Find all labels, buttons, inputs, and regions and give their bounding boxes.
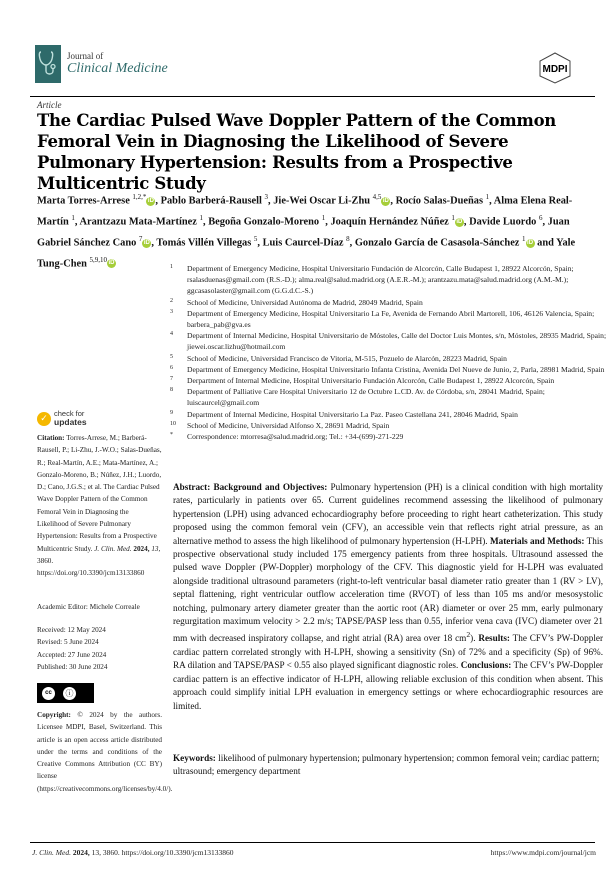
published-date: Published: 30 June 2024: [37, 662, 108, 671]
orcid-icon[interactable]: iD: [527, 239, 534, 246]
author-name[interactable]: Alma Elena Real-Martín: [37, 195, 573, 228]
dates-block: [37, 624, 162, 673]
affiliation-8: 8 Department of Palliative Care Hospital Universitario 12 de Octubre L.CD. Av. de Córdoba, s/n, 28041 Madrid, Spain; luiscaurcel@gmail.com: [170, 387, 545, 408]
author-affiliation-sup: 7: [138, 234, 143, 243]
author-name[interactable]: Jie-Wei Oscar Li-Zhu: [273, 195, 373, 207]
affiliation-6: 6 Department of Emergency Medicine, Hospital Universitario Infanta Cristina, Avenida Del Nueve de Junio, 2, Parla, 28981 Madrid, Spain: [170, 364, 605, 374]
copyright-text: © 2024 by the authors. Licensee MDPI, Basel, Switzerland. This article is an open access article distributed under the terms and conditions of the Creative Commons Attribution (CC BY) license (https://creativecommons.org/licenses/by/4.0/).: [37, 711, 173, 793]
author-name[interactable]: Yale Tung-Chen: [37, 237, 576, 270]
abstract-results-text: The CFV’s PW-Doppler cardiac pattern correlated strongly with H-LPH, showing a sensitivity (Sn) of 72% and a specificity (Sp) of 96%. RA dilation and TAPSE/PASP < 0.55 also played significant diagnostic roles.: [173, 633, 604, 671]
author-name[interactable]: Begoña Gonzalo-Moreno: [208, 216, 322, 228]
author-name[interactable]: Tomás Villén Villegas: [156, 237, 254, 249]
author-affiliation-sup: 4,5: [372, 193, 382, 201]
author-affiliation-sup: 3: [264, 193, 269, 201]
affiliation-3: 3 Department of Emergency Medicine, Hospital Universitario La Fe, Avenida de Fernando Abril Martorell, 106, 46126 Valencia, Spain; barbera_pab@gva.es: [170, 308, 595, 330]
author-affiliation-sup: 1: [71, 213, 75, 222]
author-list: Marta Torres-Arrese $^{1,2,*}$ iD , Pablo Barberá-Rausell $^3$, Jie-Wei Oscar Li-Zhu $^{4,5}$ iD , Rocío Salas-Dueñas $^1$, Alma Elena Real-Martín $^1$, Arantzazu Mata-Martínez $^1$, Begoña Gonzalo-Moreno $^1$, Joaquín Hernández Núñez $^1$ iD , Davide Luordo $^6$, Juan Gabriel Sánchez Cano $^7$ iD , Tomás Villén Villegas $^5$, Luis Caurcel-Díaz $^8$, Gonzalo García de Casasola-Sánchez $^1$ iD and Yale Tung-Chen $^{5,9,10}$ iD: [37, 193, 576, 270]
correspondence: * Correspondence: mtorresa@salud.madrid.org; Tel.: +34-(699)-271-229: [170, 432, 404, 442]
footer-divider: [30, 842, 595, 843]
stethoscope-icon: [37, 49, 59, 79]
academic-editor: Academic Editor: Michele Correale: [37, 603, 140, 611]
author-affiliation-sup: 5: [253, 234, 258, 243]
header-divider: [30, 96, 595, 97]
affiliation-1: 1 Department of Emergency Medicine, Hospital Universitario Fundación de Alcorcón, Calle Budapest 1, 28922 Alcorcón, Spain; rsalasduenas@gmail.com (R.S.-D.); alma.real@salud.madrid.org (A.E.R.-M.); arantzazu.mata@salud.madrid.org (A.M.-M.); ggcasasolaster@gmail.com (G.G.d.C.-S.): [170, 264, 574, 296]
author-affiliation-sup: 1: [522, 234, 526, 243]
citation-block: [37, 432, 162, 580]
orcid-icon[interactable]: iD: [147, 197, 154, 204]
author-affiliation-sup: 5,9,10: [89, 255, 107, 264]
affiliation-2: 2 School of Medicine, Universidad Autónoma de Madrid, 28049 Madrid, Spain: [170, 297, 423, 307]
author-affiliation-sup: 1: [451, 213, 455, 222]
check-updates-line2: updates: [54, 417, 87, 427]
abstract-background-text: Pulmonary hypertension (PH) is a clinical condition with high mortality rates, particularly in patients over 65. Current guidelines recommend assessing the likelihood of pulmonary hypertension (LPH) using advanced echocardiography before proceeding to right heart catheterization. This study proposed using the common femoral vein (CFV), an accessible vein that reflects right atrial pressure, as an alternative method to assess the high likelihood of pulmonary hypertension (H-LPH).: [173, 482, 603, 546]
orcid-icon[interactable]: iD: [143, 239, 150, 246]
keywords-text: likelihood of pulmonary hypertension; pulmonary hypertension; common femoral vein; cardiac pattern; ultrasound; emergency department: [173, 753, 600, 777]
check-for-updates-button[interactable]: [37, 410, 87, 427]
affiliation-5: 5 School of Medicine, Universidad Francisco de Vitoria, M-515, Pozuelo de Alarcón, 28223 Madrid, Spain: [170, 353, 507, 363]
citation-year: 2024,: [133, 544, 150, 553]
affiliation-9: 9 Department of Internal Medicine, Hospital Universitario La Paz. Paseo Castellana 241, 28046 Madrid, Spain: [170, 409, 518, 419]
abstract-conclusions-text: The CFV’s PW-Doppler cardiac pattern is an effective indicator of H-LPH, allowing reliable exclusion of this condition when absent. This approach could simplify initial LPH evaluation in emergency settings or where echocardiographic resources are limited.: [173, 660, 603, 711]
journal-logo: [35, 45, 61, 83]
keywords: [173, 752, 603, 779]
creative-commons-icon: cc: [42, 687, 55, 700]
author-name[interactable]: Juan Gabriel Sánchez Cano: [37, 216, 570, 249]
author-name[interactable]: Pablo Barberá-Rausell: [160, 195, 265, 207]
author-affiliation-sup: 8: [346, 234, 350, 243]
journal-name: Clinical Medicine: [67, 61, 168, 76]
author-affiliation-sup: 1: [321, 213, 326, 222]
citation-text: Torres-Arrese, M.; Barberá-Rausell, P.; Li-Zhu, J.-W.O.; Salas-Dueñas, R.; Real-Martín, A.E.; Mata-Martínez, A.; Gonzalo-Moreno, B.; Núñez, J.H.; Luordo, D.; Cano, J.G.S.; et al. The Cardiac Pulsed Wave Doppler Pattern of the Common Femoral Vein in Diagnosing the Likelihood of Severe Pulmonary Hypertension: Results from a Prospective Multicentric Study.: [37, 434, 162, 553]
orcid-icon[interactable]: iD: [382, 197, 389, 204]
abstract-label: Abstract:: [173, 482, 211, 492]
footer-citation: J. Clin. Med. 2024, 13, 3860. https://doi.org/10.3390/jcm13133860: [32, 848, 234, 857]
abstract-methods-text: This prospective observational study included 175 emergency patients from three hospitals. Ultrasound assessed the pulsed wave Doppler (PW-Doppler) morphology of the CFV. This diagnostic yield for H-LPH was evaluated alongside traditional ultrasound parameters (right-to-left ventricular basal diameter ratio greater than 1 (RV > LV), septal flattening, right ventricular outflow acceleration time (RVOT) of less than 105 ms and/or mesosystolic notching, pulmonary artery diameter greater than the aortic root (AR) diameter or over 25 mm, early pulmonary regurgitation maximum velocity > 2.2 m/s; TAPSE/PASP less than 0.55, inferior vena cava (IVC) diameter over 21 mm with decreased inspiratory collapse, and right atrial (RA) area over 18 cm: [173, 535, 603, 644]
abstract-methods-label: Materials and Methods:: [489, 535, 585, 546]
author-name[interactable]: Marta Torres-Arrese: [37, 195, 133, 207]
author-name[interactable]: Joaquín Hernández Núñez: [330, 216, 452, 228]
orcid-icon[interactable]: iD: [456, 218, 463, 225]
affiliations: [170, 263, 610, 442]
article-title: The Cardiac Pulsed Wave Doppler Pattern of the Common Femoral Vein in Diagnosing the Likelihood of Severe Pulmonary Hypertension: Results from a Prospective Multicentric Study: [37, 111, 556, 193]
article-type: Article: [37, 100, 62, 110]
orcid-icon[interactable]: iD: [108, 260, 115, 267]
affiliation-7: 7 Derpartment of Internal Medicine, Hospital Universitario Fundación Alcorcón, Calle Budapest 1, 28922 Alcorcón, Spain: [170, 376, 555, 386]
journal-of-label: Journal of: [67, 51, 104, 61]
affiliation-10: 10 School of Medicine, Universidad Alfonso X, 28691 Madrid, Spain: [170, 420, 390, 430]
revised-date: Revised: 5 June 2024: [37, 638, 99, 647]
footer-doi-link[interactable]: 13, 3860. https://doi.org/10.3390/jcm13133860: [89, 848, 234, 857]
citation-label: Citation:: [37, 434, 65, 442]
author-name[interactable]: Gonzalo García de Casasola-Sánchez: [354, 237, 523, 249]
checkmark-icon: ✓: [37, 412, 51, 426]
copyright-label: Copyright:: [37, 711, 71, 719]
author-name[interactable]: Rocío Salas-Dueñas: [395, 195, 486, 207]
abstract-background-label: Background and Objectives:: [213, 482, 328, 492]
author-affiliation-sup: 1,2,*: [132, 193, 147, 201]
abstract-results-label: Results:: [478, 633, 510, 644]
author-name[interactable]: Luis Caurcel-Díaz: [262, 237, 347, 249]
citation-doi-link[interactable]: 3860. https://doi.org/10.3390/jcm13133860: [37, 556, 145, 578]
citation-journal: J. Clin. Med.: [94, 544, 132, 553]
author-affiliation-sup: 1: [199, 213, 203, 222]
svg-text:MDPI: MDPI: [542, 64, 568, 75]
abstract-conclusions-label: Conclusions:: [460, 660, 512, 671]
check-updates-line1: check for: [54, 409, 85, 418]
footer-journal-url[interactable]: https://www.mdpi.com/journal/jcm: [490, 848, 596, 857]
author-affiliation-sup: 6: [538, 213, 543, 222]
mdpi-logo[interactable]: [538, 52, 572, 84]
author-name[interactable]: Davide Luordo: [469, 216, 539, 228]
accepted-date: Accepted: 27 June 2024: [37, 650, 107, 659]
attribution-person-icon: ⓘ: [63, 687, 76, 700]
author-affiliation-sup: 1: [485, 193, 490, 201]
keywords-label: Keywords:: [173, 753, 216, 763]
abstract: Abstract: Background and Objectives: Pulmonary hypertension (PH) is a clinical condition with high mortality rates, particularly in patients over 65. Current guidelines recommend assessing the likelihood of pulmonary hypertension (LPH) using advanced echocardiography before proceeding to right heart catheterization. This study proposed using the common femoral vein (CFV), an accessible vein that reflects right atrial pressure, as an alternative method to assess the high likelihood of pulmonary hypertension (H-LPH). Materials and Methods: This prospective observational study included 175 emergency patients from three hospitals. Ultrasound assessed the pulsed wave Doppler (PW-Doppler) morphology of the CFV. This diagnostic yield for H-LPH was evaluated alongside traditional ultrasound parameters (right-to-left ventricular basal diameter ratio greater than 1 (RV > LV), septal flattening, right ventricular outflow acceleration time (RVOT) of less than 105 ms and/or mesosystolic notching, pulmonary artery diameter greater than the aortic root (AR) diameter or over 25 mm, early pulmonary regurgitation maximum velocity > 2.2 m/s; TAPSE/PASP less than 0.55, inferior vena cava (IVC) diameter over 21 mm with decreased inspiratory collapse, and right atrial (RA) area over 18 $cm^2$). Results: The CFV’s PW-Doppler cardiac pattern correlated strongly with H-LPH, showing a sensitivity (Sn) of 72% and a specificity (Sp) of 96%. RA dilation and TAPSE/PASP < 0.55 also played significant diagnostic roles. Conclusions: The CFV’s PW-Doppler cardiac pattern is an effective indicator of H-LPH, allowing reliable exclusion of this condition when absent. This approach could simplify initial LPH evaluation in emergency settings or where echocardiographic resources are limited.: [173, 482, 604, 711]
author-name[interactable]: Arantzazu Mata-Martínez: [79, 216, 200, 228]
citation-volume: 13,: [151, 544, 161, 553]
received-date: Received: 12 May 2024: [37, 626, 106, 634]
cc-by-license-badge[interactable]: [37, 683, 94, 703]
affiliation-4: 4 Department of Internal Medicine, Hospital Universitario de Móstoles, Calle del Doctor Luis Montes, s/n, Móstoles, 28935 Madrid, Spain; jiewei.oscar.lizhu@hotmail.com: [170, 331, 607, 352]
mdpi-hexagon-icon: [538, 52, 572, 84]
copyright-block: [37, 709, 173, 795]
